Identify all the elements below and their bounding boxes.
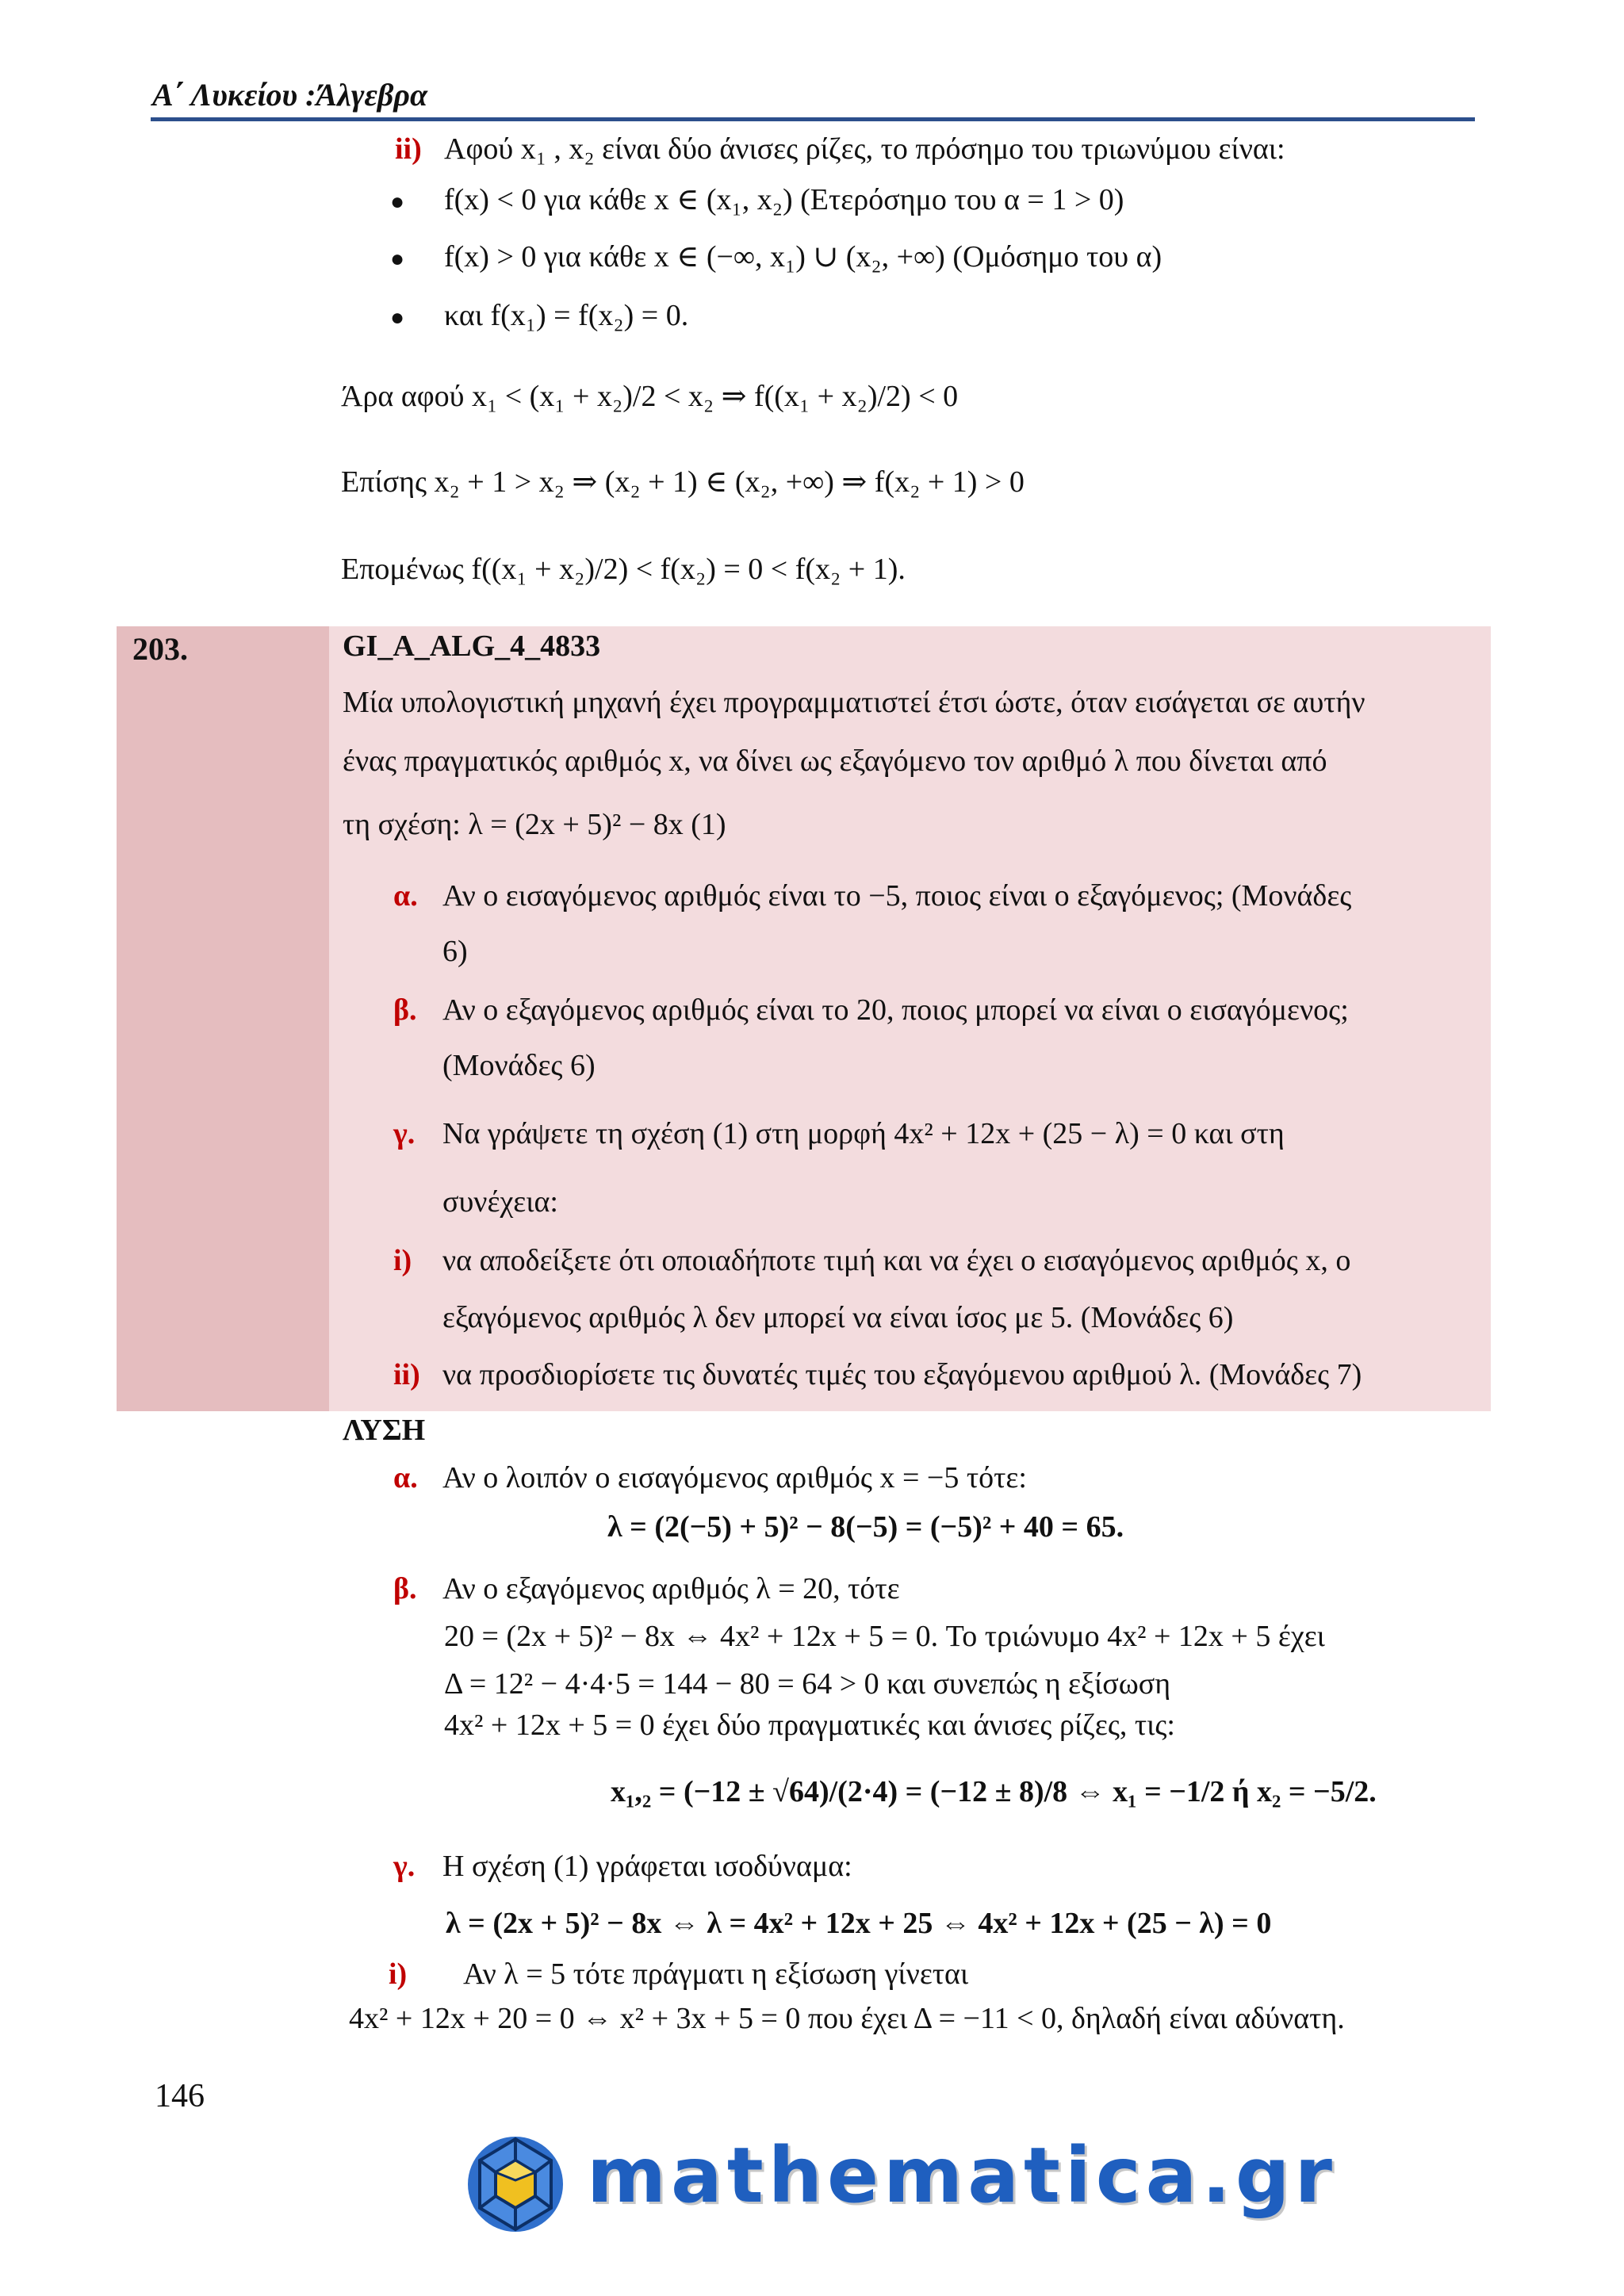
problem-intro-line-3: τη σχέση: λ = (2x + 5)² − 8x (1) [343,808,726,841]
problem-intro-line-1: Μία υπολογιστική μηχανή έχει προγραμματιστεί έτσι ώστε, όταν εισάγεται σε αυτήν [343,686,1365,719]
solution-heading: ΛΥΣΗ [343,1414,426,1447]
solution-b-label: β. [393,1572,417,1605]
page-number: 146 [155,2078,205,2114]
bullet-icon: ● [390,304,405,331]
prev-ara-line: Άρα αφού x₁ < (x₁ + x₂)/2 < x₂ ⇒ f((x₁ + x₂)/2) < 0 [341,380,959,413]
prev-epomenos-line: Επομένως f((x₁ + x₂)/2) < f(x₂) = 0 < f(x₂ + 1). [341,553,906,586]
solution-c-line-2: λ = (2x + 5)² − 8x ⇔ λ = 4x² + 12x + 25 ⇔ 4x² + 12x + (25 − λ) = 0 [446,1907,1272,1940]
problem-box-left [117,626,329,1411]
solution-ci-line-2: 4x² + 12x + 20 = 0 ⇔ x² + 3x + 5 = 0 που έχει Δ = −11 < 0, δηλαδή είναι αδύνατη. [349,2002,1345,2035]
question-c-label: γ. [393,1117,416,1150]
problem-number: 203. [132,631,188,667]
question-b-line-1: Αν ο εξαγόμενος αριθμός είναι το 20, ποιος μπορεί να είναι ο εισαγόμενος; [442,993,1349,1027]
prev-ii-label: ii) [395,132,422,166]
solution-c-label: γ. [393,1850,416,1883]
site-logo-text: mathematica.gr [587,2131,1337,2220]
solution-b-line-3: Δ = 12² − 4·4·5 = 144 − 80 = 64 > 0 και συνεπώς η εξίσωση [444,1667,1171,1701]
page-header-title: Α΄ Λυκείου :Άλγεβρα [152,77,428,113]
question-ci-label: i) [393,1244,412,1277]
question-cii-label: ii) [393,1358,420,1391]
header-divider [151,117,1475,121]
solution-ci-line-1: Αν λ = 5 τότε πράγματι η εξίσωση γίνεται [463,1957,969,1991]
solution-b-line-5: x₁,₂ = (−12 ± √64)/(2·4) = (−12 ± 8)/8 ⇔ x₁ = −1/2 ή x₂ = −5/2. [611,1775,1377,1808]
solution-a-line-2: λ = (2(−5) + 5)² − 8(−5) = (−5)² + 40 = 65. [607,1510,1124,1544]
problem-code: GI_A_ALG_4_4833 [343,629,601,663]
solution-a-label: α. [393,1461,418,1494]
prev-bullet-3: και f(x₁) = f(x₂) = 0. [444,299,689,332]
problem-intro-line-2: ένας πραγματικός αριθμός x, να δίνει ως εξαγόμενο τον αριθμό λ που δίνεται από [343,744,1327,778]
question-a-line-1: Αν ο εισαγόμενος αριθμός είναι το −5, ποιος είναι ο εξαγόμενος; (Μονάδες [442,879,1352,913]
question-b-label: β. [393,993,417,1027]
bullet-icon: ● [390,189,405,215]
question-b-line-2: (Μονάδες 6) [442,1049,596,1082]
prev-ii-text: Αφού x₁ , x₂ είναι δύο άνισες ρίζες, το πρόσημο του τριωνύμου είναι: [444,132,1285,166]
polyhedron-logo-icon [464,2133,567,2236]
solution-c-line-1: Η σχέση (1) γράφεται ισοδύναμα: [442,1850,852,1883]
question-c-line-2: συνέχεια: [442,1185,558,1219]
question-a-label: α. [393,879,418,913]
question-a-line-2: 6) [442,935,468,968]
solution-b-line-1: Αν ο εξαγόμενος αριθμός λ = 20, τότε [442,1572,900,1605]
question-c-line-1: Να γράψετε τη σχέση (1) στη μορφή 4x² + 12x + (25 − λ) = 0 και στη [442,1117,1285,1150]
solution-b-line-4: 4x² + 12x + 5 = 0 έχει δύο πραγματικές και άνισες ρίζες, τις: [444,1709,1175,1742]
question-ci-line-2: εξαγόμενος αριθμός λ δεν μπορεί να είναι ίσος με 5. (Μονάδες 6) [442,1301,1234,1334]
prev-episis-line: Επίσης x₂ + 1 > x₂ ⇒ (x₂ + 1) ∈ (x₂, +∞) ⇒ f(x₂ + 1) > 0 [341,465,1025,499]
bullet-icon: ● [390,246,405,272]
question-cii-line-1: να προσδιορίσετε τις δυνατές τιμές του εξαγόμενου αριθμού λ. (Μονάδες 7) [442,1358,1362,1391]
solution-a-line-1: Αν ο λοιπόν ο εισαγόμενος αριθμός x = −5 τότε: [442,1461,1027,1494]
solution-ci-label: i) [389,1957,408,1991]
solution-b-line-2: 20 = (2x + 5)² − 8x ⇔ 4x² + 12x + 5 = 0. Το τριώνυμο 4x² + 12x + 5 έχει [444,1620,1325,1653]
question-ci-line-1: να αποδείξετε ότι οποιαδήποτε τιμή και να έχει ο εισαγόμενος αριθμός x, ο [442,1244,1351,1277]
prev-bullet-2: f(x) > 0 για κάθε x ∈ (−∞, x₁) ∪ (x₂, +∞) (Ομόσημο του α) [444,240,1162,274]
prev-bullet-1: f(x) < 0 για κάθε x ∈ (x₁, x₂) (Ετερόσημο του α = 1 > 0) [444,183,1124,216]
